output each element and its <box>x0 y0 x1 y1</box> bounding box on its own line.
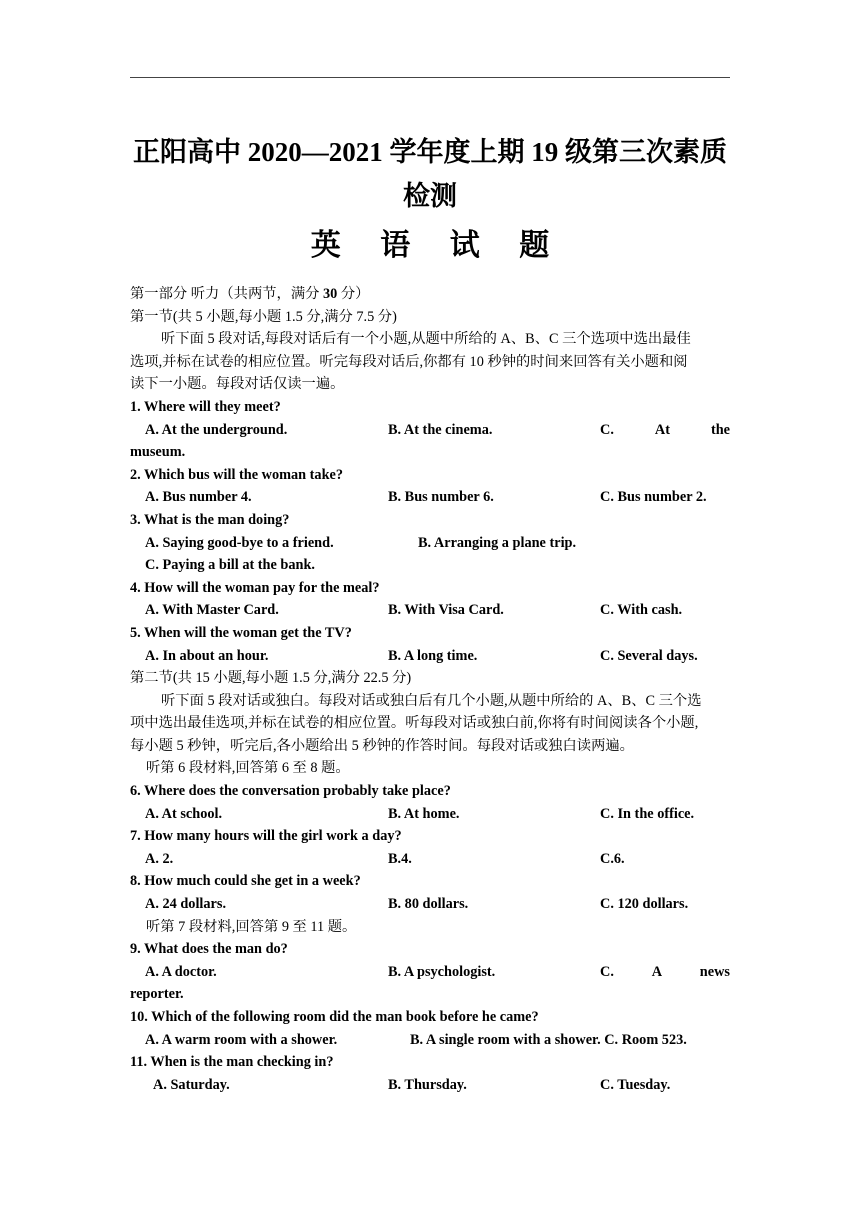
question-1-options <box>130 419 730 442</box>
exam-title: 正阳高中 2020—2021 学年度上期 19 级第三次素质检测 <box>133 137 727 211</box>
section2-instruction-2: 项中选出最佳选项,并标在试卷的相应位置。听每段对话或独白前,你将有时间阅读各个小题, <box>130 715 699 732</box>
question-8-option-b[interactable]: B. 80 dollars. <box>388 896 469 913</box>
part1-heading-post: 分） <box>337 286 370 302</box>
section1-instruction-2: 选项,并标在试卷的相应位置。听完每段对话后,你都有 10 秒钟的时间来回答有关小题和阅 <box>130 353 688 370</box>
question-1-option-a[interactable]: A. At the underground. <box>145 421 288 438</box>
section1-instruction-3: 读下一小题。每段对话仅读一遍。 <box>130 376 345 393</box>
question-3-option-c[interactable]: C. Paying a bill at the bank. <box>145 557 316 574</box>
question-7-options <box>130 848 730 871</box>
section1-heading: 第一节(共 5 小题,每小题 1.5 分,满分 7.5 分) <box>130 308 397 325</box>
question-2-option-a[interactable]: A. Bus number 4. <box>145 489 252 506</box>
question-4-option-c[interactable]: C. With cash. <box>600 602 683 619</box>
question-9-option-c-part3: news <box>699 963 730 980</box>
question-1-option-c-wrap: museum. <box>130 444 186 461</box>
question-3-options-row2 <box>130 554 730 577</box>
header-rule <box>130 77 730 78</box>
exam-subtitle: 英 语 试 题 <box>310 229 566 262</box>
question-5-options <box>130 645 730 668</box>
question-5-option-b[interactable]: B. A long time. <box>388 647 478 664</box>
question-1-option-c[interactable] <box>600 419 730 442</box>
question-9-option-c-wrap: reporter. <box>130 986 184 1003</box>
question-9-option-b[interactable]: B. A psychologist. <box>388 963 496 980</box>
question-1-option-c-part2: At <box>654 421 670 438</box>
question-5-stem: 5. When will the woman get the TV? <box>130 624 352 641</box>
question-3-stem: 3. What is the man doing? <box>130 511 290 528</box>
question-7-option-c[interactable]: C.6. <box>600 850 625 867</box>
question-1-option-c-part1: C. <box>600 421 614 438</box>
section2-instruction-1: 听下面 5 段对话或独白。每段对话或独白后有几个小题,从题中所给的 A、B、C 三个选 <box>161 692 702 709</box>
question-6-option-b[interactable]: B. At home. <box>388 805 460 822</box>
question-7-option-b[interactable]: B.4. <box>388 850 412 867</box>
question-1-option-b[interactable]: B. At the cinema. <box>388 421 493 438</box>
question-2-stem: 2. Which bus will the woman take? <box>130 466 344 483</box>
question-6-option-a[interactable]: A. At school. <box>145 805 223 822</box>
question-10-stem: 10. Which of the following room did the man book before he came? <box>130 1009 539 1025</box>
question-6-option-c[interactable]: C. In the office. <box>600 805 695 822</box>
question-1-option-c-part3: the <box>710 421 730 438</box>
material-7-note: 听第 7 段材料,回答第 9 至 11 题。 <box>146 918 357 935</box>
question-6-options <box>130 803 730 826</box>
question-4-option-b[interactable]: B. With Visa Card. <box>388 602 504 619</box>
question-11-option-c[interactable]: C. Tuesday. <box>600 1076 671 1093</box>
part1-heading-score: 30 <box>323 286 338 302</box>
question-4-stem: 4. How will the woman pay for the meal? <box>130 579 380 596</box>
title-block <box>130 130 730 268</box>
question-4-option-a[interactable]: A. With Master Card. <box>145 602 279 619</box>
question-9-option-c-part1: C. <box>600 963 614 980</box>
question-10-option-a[interactable]: A. A warm room with a shower. <box>145 1031 338 1048</box>
question-5-option-a[interactable]: A. In about an hour. <box>145 647 269 664</box>
question-1-stem: 1. Where will they meet? <box>130 398 281 415</box>
question-9-stem: 9. What does the man do? <box>130 941 288 958</box>
question-11-option-a[interactable]: A. Saturday. <box>153 1076 230 1093</box>
part1-heading <box>130 283 730 306</box>
question-8-option-a[interactable]: A. 24 dollars. <box>145 896 227 913</box>
question-8-stem: 8. How much could she get in a week? <box>130 873 361 890</box>
question-7-option-a[interactable]: A. 2. <box>145 850 174 867</box>
question-9-option-c-part2: A <box>651 963 663 980</box>
question-11-options <box>130 1074 730 1097</box>
material-6-note: 听第 6 段材料,回答第 6 至 8 题。 <box>146 760 350 777</box>
question-9-option-c[interactable] <box>600 961 730 984</box>
exam-content <box>130 283 730 1096</box>
question-10-options <box>130 1029 730 1052</box>
question-2-option-c[interactable]: C. Bus number 2. <box>600 489 707 506</box>
part1-heading-pre: 第一部分 听力（共两节，满分 <box>130 286 324 302</box>
question-3-options <box>130 532 730 555</box>
question-3-option-a[interactable]: A. Saying good-bye to a friend. <box>145 534 334 551</box>
question-8-options <box>130 893 730 916</box>
question-4-options <box>130 599 730 622</box>
question-11-stem: 11. When is the man checking in? <box>130 1054 334 1071</box>
question-5-option-c[interactable]: C. Several days. <box>600 647 698 664</box>
question-6-stem: 6. Where does the conversation probably take place? <box>130 783 451 800</box>
question-3-option-b[interactable]: B. Arranging a plane trip. <box>418 534 577 551</box>
question-10-option-b-and-c[interactable]: B. A single room with a shower. C. Room 523. <box>410 1031 687 1048</box>
question-9-options <box>130 961 730 984</box>
question-2-options <box>130 486 730 509</box>
section2-instruction-3: 每小题 5 秒钟，听完后,各小题给出 5 秒钟的作答时间。每段对话或独白读两遍。 <box>130 737 634 754</box>
question-2-option-b[interactable]: B. Bus number 6. <box>388 489 494 506</box>
question-11-option-b[interactable]: B. Thursday. <box>388 1076 467 1093</box>
question-7-stem: 7. How many hours will the girl work a day? <box>130 828 402 845</box>
question-9-option-a[interactable]: A. A doctor. <box>145 963 217 980</box>
section2-heading: 第二节(共 15 小题,每小题 1.5 分,满分 22.5 分) <box>130 670 412 687</box>
section1-instruction-1: 听下面 5 段对话,每段对话后有一个小题,从题中所给的 A、B、C 三个选项中选出最佳 <box>161 331 691 348</box>
question-8-option-c[interactable]: C. 120 dollars. <box>600 896 689 913</box>
